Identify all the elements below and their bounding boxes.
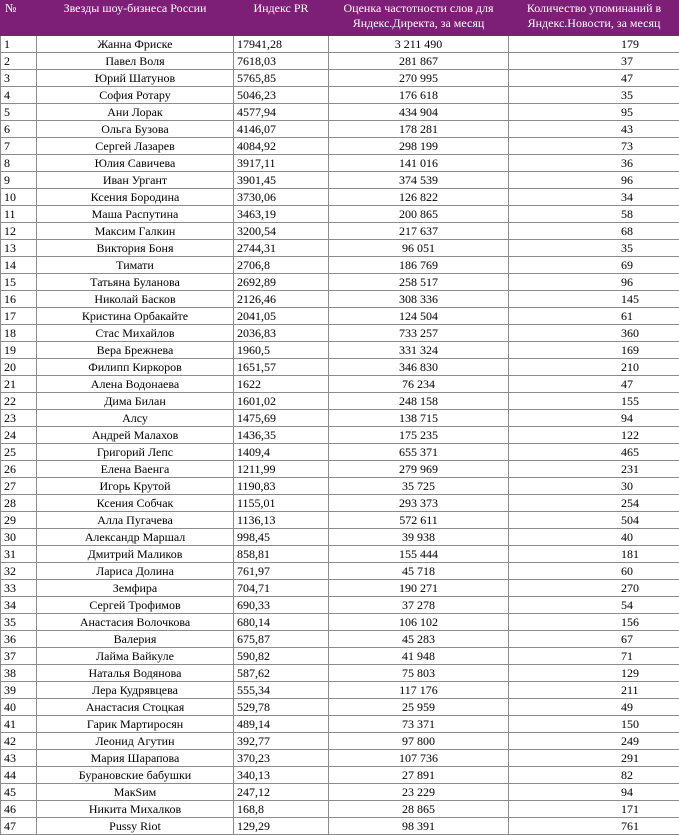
word-frequency: 281 867 <box>329 53 509 70</box>
row-number: 5 <box>1 104 37 121</box>
news-mentions: 254 <box>509 495 679 512</box>
pr-index: 3200,54 <box>234 223 329 240</box>
celebrity-name: София Ротару <box>37 87 234 104</box>
table-row <box>1 240 679 257</box>
table-row <box>1 410 679 427</box>
table-row <box>1 801 679 818</box>
celebrity-name: Никита Михалков <box>37 801 234 818</box>
row-number: 34 <box>1 597 37 614</box>
news-mentions: 270 <box>509 580 679 597</box>
pr-index: 4146,07 <box>234 121 329 138</box>
pr-index: 3917,11 <box>234 155 329 172</box>
pr-index: 1601,02 <box>234 393 329 410</box>
row-number: 39 <box>1 682 37 699</box>
news-mentions: 94 <box>509 784 679 801</box>
pr-index: 4577,94 <box>234 104 329 121</box>
news-mentions: 465 <box>509 444 679 461</box>
word-frequency: 248 158 <box>329 393 509 410</box>
celebrity-name: Алена Водонаева <box>37 376 234 393</box>
news-mentions: 36 <box>509 155 679 172</box>
pr-index: 858,81 <box>234 546 329 563</box>
word-frequency: 76 234 <box>329 376 509 393</box>
pr-index: 1155,01 <box>234 495 329 512</box>
header-row <box>1 1 679 36</box>
header-pr-index: Индекс PR <box>234 1 329 36</box>
word-frequency: 733 257 <box>329 325 509 342</box>
row-number: 6 <box>1 121 37 138</box>
pr-index: 761,97 <box>234 563 329 580</box>
news-mentions: 73 <box>509 138 679 155</box>
table-row <box>1 818 679 835</box>
table-row <box>1 291 679 308</box>
row-number: 7 <box>1 138 37 155</box>
row-number: 3 <box>1 70 37 87</box>
word-frequency: 217 637 <box>329 223 509 240</box>
table-row <box>1 393 679 410</box>
word-frequency: 27 891 <box>329 767 509 784</box>
word-frequency: 176 618 <box>329 87 509 104</box>
row-number: 2 <box>1 53 37 70</box>
pr-index: 1475,69 <box>234 410 329 427</box>
word-frequency: 175 235 <box>329 427 509 444</box>
news-mentions: 145 <box>509 291 679 308</box>
news-mentions: 69 <box>509 257 679 274</box>
news-mentions: 58 <box>509 206 679 223</box>
word-frequency: 25 959 <box>329 699 509 716</box>
table-header <box>1 1 679 36</box>
word-frequency: 117 176 <box>329 682 509 699</box>
row-number: 31 <box>1 546 37 563</box>
header-name: Звезды шоу-бизнеса России <box>37 1 234 36</box>
table-row <box>1 631 679 648</box>
row-number: 11 <box>1 206 37 223</box>
row-number: 44 <box>1 767 37 784</box>
row-number: 8 <box>1 155 37 172</box>
table-row <box>1 342 679 359</box>
word-frequency: 126 822 <box>329 189 509 206</box>
news-mentions: 150 <box>509 716 679 733</box>
celebrity-name: Иван Ургант <box>37 172 234 189</box>
row-number: 26 <box>1 461 37 478</box>
word-frequency: 73 371 <box>329 716 509 733</box>
news-mentions: 82 <box>509 767 679 784</box>
table-row <box>1 461 679 478</box>
row-number: 40 <box>1 699 37 716</box>
row-number: 32 <box>1 563 37 580</box>
celebrity-name: Ксения Бородина <box>37 189 234 206</box>
row-number: 17 <box>1 308 37 325</box>
word-frequency: 23 229 <box>329 784 509 801</box>
word-frequency: 97 800 <box>329 733 509 750</box>
pr-index: 17941,28 <box>234 36 329 53</box>
pr-index: 1136,13 <box>234 512 329 529</box>
news-mentions: 60 <box>509 563 679 580</box>
table-row <box>1 206 679 223</box>
row-number: 35 <box>1 614 37 631</box>
table-row <box>1 784 679 801</box>
news-mentions: 37 <box>509 53 679 70</box>
table-row <box>1 274 679 291</box>
pr-index: 2036,83 <box>234 325 329 342</box>
row-number: 41 <box>1 716 37 733</box>
news-mentions: 34 <box>509 189 679 206</box>
row-number: 30 <box>1 529 37 546</box>
word-frequency: 293 373 <box>329 495 509 512</box>
news-mentions: 181 <box>509 546 679 563</box>
word-frequency: 75 803 <box>329 665 509 682</box>
header-word-frequency: Оценка частотности слов для Яндекс.Директа, за месяц <box>329 1 509 36</box>
table-row <box>1 648 679 665</box>
table-body <box>1 36 679 835</box>
table-row <box>1 325 679 342</box>
pr-index: 129,29 <box>234 818 329 835</box>
word-frequency: 3 211 490 <box>329 36 509 53</box>
celebrity-name: Филипп Киркоров <box>37 359 234 376</box>
table-row <box>1 597 679 614</box>
header-news-mentions: Количество упоминаний в Яндекс.Новости, за месяц <box>509 1 679 36</box>
table-row <box>1 733 679 750</box>
word-frequency: 258 517 <box>329 274 509 291</box>
row-number: 27 <box>1 478 37 495</box>
pr-index: 340,13 <box>234 767 329 784</box>
word-frequency: 178 281 <box>329 121 509 138</box>
word-frequency: 28 865 <box>329 801 509 818</box>
pr-index: 5765,85 <box>234 70 329 87</box>
word-frequency: 107 736 <box>329 750 509 767</box>
pr-index: 1436,35 <box>234 427 329 444</box>
news-mentions: 249 <box>509 733 679 750</box>
table-row <box>1 512 679 529</box>
celebrity-name: Елена Ваенга <box>37 461 234 478</box>
row-number: 42 <box>1 733 37 750</box>
row-number: 15 <box>1 274 37 291</box>
row-number: 4 <box>1 87 37 104</box>
row-number: 38 <box>1 665 37 682</box>
celebrity-name: Сергей Трофимов <box>37 597 234 614</box>
word-frequency: 200 865 <box>329 206 509 223</box>
news-mentions: 47 <box>509 70 679 87</box>
row-number: 37 <box>1 648 37 665</box>
news-mentions: 67 <box>509 631 679 648</box>
celebrity-name: Дмитрий Маликов <box>37 546 234 563</box>
celebrity-name: Сергей Лазарев <box>37 138 234 155</box>
word-frequency: 141 016 <box>329 155 509 172</box>
celebrity-name: Маша Распутина <box>37 206 234 223</box>
news-mentions: 169 <box>509 342 679 359</box>
table-row <box>1 546 679 563</box>
pr-index: 489,14 <box>234 716 329 733</box>
word-frequency: 190 271 <box>329 580 509 597</box>
pr-index: 2692,89 <box>234 274 329 291</box>
table-row <box>1 359 679 376</box>
celebrity-name: Ани Лорак <box>37 104 234 121</box>
table-row <box>1 104 679 121</box>
row-number: 14 <box>1 257 37 274</box>
news-mentions: 35 <box>509 240 679 257</box>
table-row <box>1 87 679 104</box>
news-mentions: 94 <box>509 410 679 427</box>
news-mentions: 30 <box>509 478 679 495</box>
table-row <box>1 682 679 699</box>
row-number: 23 <box>1 410 37 427</box>
celebrity-name: Павел Воля <box>37 53 234 70</box>
news-mentions: 95 <box>509 104 679 121</box>
pr-index: 5046,23 <box>234 87 329 104</box>
word-frequency: 39 938 <box>329 529 509 546</box>
table-row <box>1 665 679 682</box>
table-row <box>1 36 679 53</box>
news-mentions: 155 <box>509 393 679 410</box>
row-number: 43 <box>1 750 37 767</box>
news-mentions: 54 <box>509 597 679 614</box>
pr-index: 1622 <box>234 376 329 393</box>
celebrity-name: Лайма Вайкуле <box>37 648 234 665</box>
news-mentions: 47 <box>509 376 679 393</box>
celebrity-name: Гарик Мартиросян <box>37 716 234 733</box>
pr-index: 998,45 <box>234 529 329 546</box>
row-number: 13 <box>1 240 37 257</box>
news-mentions: 171 <box>509 801 679 818</box>
celebrity-name: МакSим <box>37 784 234 801</box>
news-mentions: 156 <box>509 614 679 631</box>
pr-index: 2744,31 <box>234 240 329 257</box>
word-frequency: 374 539 <box>329 172 509 189</box>
table-row <box>1 223 679 240</box>
word-frequency: 45 283 <box>329 631 509 648</box>
pr-index: 555,34 <box>234 682 329 699</box>
pr-index: 1960,5 <box>234 342 329 359</box>
celebrity-name: Стас Михайлов <box>37 325 234 342</box>
table-row <box>1 138 679 155</box>
row-number: 45 <box>1 784 37 801</box>
word-frequency: 298 199 <box>329 138 509 155</box>
row-number: 16 <box>1 291 37 308</box>
table-row <box>1 750 679 767</box>
news-mentions: 43 <box>509 121 679 138</box>
word-frequency: 279 969 <box>329 461 509 478</box>
news-mentions: 40 <box>509 529 679 546</box>
table-row <box>1 257 679 274</box>
table-row <box>1 308 679 325</box>
word-frequency: 655 371 <box>329 444 509 461</box>
celebrity-name: Тимати <box>37 257 234 274</box>
news-mentions: 761 <box>509 818 679 835</box>
table-row <box>1 478 679 495</box>
pr-index: 529,78 <box>234 699 329 716</box>
pr-index: 587,62 <box>234 665 329 682</box>
header-number: № <box>1 1 37 36</box>
celebrity-name: Вера Брежнева <box>37 342 234 359</box>
celebrity-name: Анастасия Стоцкая <box>37 699 234 716</box>
pr-index: 704,71 <box>234 580 329 597</box>
row-number: 33 <box>1 580 37 597</box>
table-row <box>1 172 679 189</box>
row-number: 20 <box>1 359 37 376</box>
pr-index: 2706,8 <box>234 257 329 274</box>
word-frequency: 45 718 <box>329 563 509 580</box>
table-row <box>1 563 679 580</box>
pr-index: 3901,45 <box>234 172 329 189</box>
row-number: 47 <box>1 818 37 835</box>
word-frequency: 37 278 <box>329 597 509 614</box>
table-row <box>1 767 679 784</box>
news-mentions: 68 <box>509 223 679 240</box>
table-row <box>1 580 679 597</box>
celebrity-name: Валерия <box>37 631 234 648</box>
news-mentions: 71 <box>509 648 679 665</box>
row-number: 18 <box>1 325 37 342</box>
pr-index: 590,82 <box>234 648 329 665</box>
word-frequency: 138 715 <box>329 410 509 427</box>
celebrity-name: Игорь Крутой <box>37 478 234 495</box>
pr-index: 7618,03 <box>234 53 329 70</box>
pr-index: 1211,99 <box>234 461 329 478</box>
pr-index: 2126,46 <box>234 291 329 308</box>
pr-index: 247,12 <box>234 784 329 801</box>
pr-index: 1190,83 <box>234 478 329 495</box>
table-row <box>1 376 679 393</box>
celebrity-name: Леонид Агутин <box>37 733 234 750</box>
celebrity-name: Ксения Собчак <box>37 495 234 512</box>
row-number: 46 <box>1 801 37 818</box>
pr-index: 370,23 <box>234 750 329 767</box>
celebrity-name: Лариса Долина <box>37 563 234 580</box>
table-row <box>1 121 679 138</box>
celebrity-name: Земфира <box>37 580 234 597</box>
celebrity-name: Бурановские бабушки <box>37 767 234 784</box>
celebrity-name: Юлия Савичева <box>37 155 234 172</box>
row-number: 19 <box>1 342 37 359</box>
row-number: 22 <box>1 393 37 410</box>
news-mentions: 210 <box>509 359 679 376</box>
table-row <box>1 189 679 206</box>
table-row <box>1 529 679 546</box>
celebrity-name: Жанна Фриске <box>37 36 234 53</box>
row-number: 9 <box>1 172 37 189</box>
celebrity-name: Кристина Орбакайте <box>37 308 234 325</box>
table-row <box>1 427 679 444</box>
celebrity-name: Pussy Riot <box>37 818 234 835</box>
celebrity-name: Николай Басков <box>37 291 234 308</box>
celebrity-name: Александр Маршал <box>37 529 234 546</box>
pr-index: 690,33 <box>234 597 329 614</box>
pr-index: 3730,06 <box>234 189 329 206</box>
celebrity-name: Юрий Шатунов <box>37 70 234 87</box>
word-frequency: 308 336 <box>329 291 509 308</box>
celebrity-name: Максим Галкин <box>37 223 234 240</box>
word-frequency: 124 504 <box>329 308 509 325</box>
table-row <box>1 155 679 172</box>
celebrity-name: Наталья Водянова <box>37 665 234 682</box>
celebrity-name: Лера Кудрявцева <box>37 682 234 699</box>
row-number: 21 <box>1 376 37 393</box>
pr-index: 168,8 <box>234 801 329 818</box>
pr-index: 680,14 <box>234 614 329 631</box>
news-mentions: 231 <box>509 461 679 478</box>
table-row <box>1 699 679 716</box>
row-number: 1 <box>1 36 37 53</box>
celebrity-name: Ольга Бузова <box>37 121 234 138</box>
row-number: 36 <box>1 631 37 648</box>
news-mentions: 122 <box>509 427 679 444</box>
word-frequency: 35 725 <box>329 478 509 495</box>
celebrity-name: Мария Шарапова <box>37 750 234 767</box>
pr-index: 1651,57 <box>234 359 329 376</box>
row-number: 29 <box>1 512 37 529</box>
pr-index: 3463,19 <box>234 206 329 223</box>
word-frequency: 186 769 <box>329 257 509 274</box>
news-mentions: 49 <box>509 699 679 716</box>
table-row <box>1 70 679 87</box>
word-frequency: 41 948 <box>329 648 509 665</box>
celebrity-name: Алла Пугачева <box>37 512 234 529</box>
news-mentions: 96 <box>509 172 679 189</box>
celebrity-name: Андрей Малахов <box>37 427 234 444</box>
celebrity-name: Григорий Лепс <box>37 444 234 461</box>
row-number: 10 <box>1 189 37 206</box>
news-mentions: 291 <box>509 750 679 767</box>
table-row <box>1 716 679 733</box>
celebrity-name: Анастасия Волочкова <box>37 614 234 631</box>
word-frequency: 155 444 <box>329 546 509 563</box>
row-number: 28 <box>1 495 37 512</box>
word-frequency: 270 995 <box>329 70 509 87</box>
pr-index: 1409,4 <box>234 444 329 461</box>
news-mentions: 504 <box>509 512 679 529</box>
row-number: 12 <box>1 223 37 240</box>
celebrity-name: Виктория Боня <box>37 240 234 257</box>
pr-index: 2041,05 <box>234 308 329 325</box>
pr-index: 675,87 <box>234 631 329 648</box>
table-row <box>1 495 679 512</box>
pr-index: 392,77 <box>234 733 329 750</box>
pr-index: 4084,92 <box>234 138 329 155</box>
table-row <box>1 614 679 631</box>
news-mentions: 360 <box>509 325 679 342</box>
news-mentions: 35 <box>509 87 679 104</box>
table-row <box>1 53 679 70</box>
table-row <box>1 444 679 461</box>
news-mentions: 96 <box>509 274 679 291</box>
row-number: 25 <box>1 444 37 461</box>
news-mentions: 211 <box>509 682 679 699</box>
word-frequency: 346 830 <box>329 359 509 376</box>
news-mentions: 179 <box>509 36 679 53</box>
word-frequency: 331 324 <box>329 342 509 359</box>
celebrity-name: Алсу <box>37 410 234 427</box>
celebrity-name: Татьяна Буланова <box>37 274 234 291</box>
word-frequency: 96 051 <box>329 240 509 257</box>
word-frequency: 106 102 <box>329 614 509 631</box>
celebrity-name: Дима Билан <box>37 393 234 410</box>
word-frequency: 98 391 <box>329 818 509 835</box>
news-mentions: 61 <box>509 308 679 325</box>
row-number: 24 <box>1 427 37 444</box>
word-frequency: 434 904 <box>329 104 509 121</box>
word-frequency: 572 611 <box>329 512 509 529</box>
news-mentions: 129 <box>509 665 679 682</box>
